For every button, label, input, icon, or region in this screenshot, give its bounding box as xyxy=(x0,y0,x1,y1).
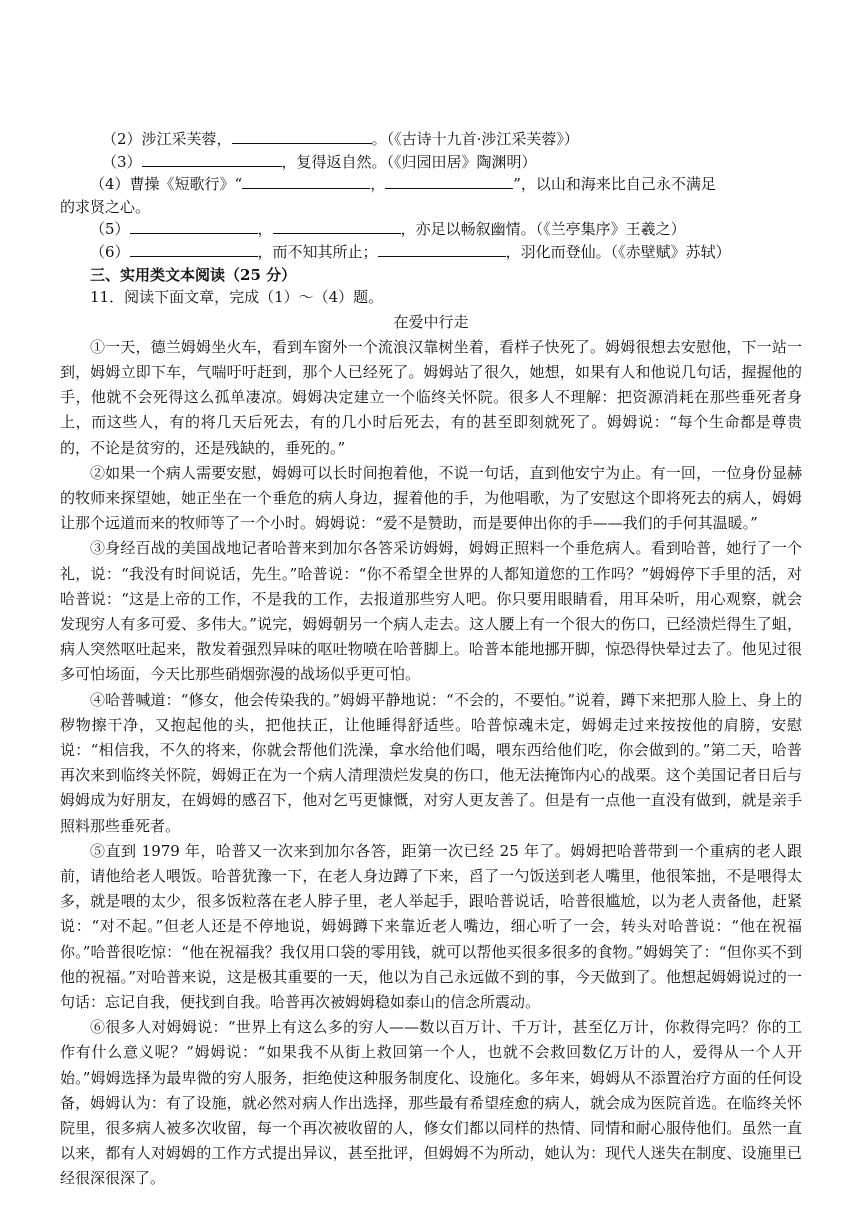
article-title: 在爱中行走 xyxy=(393,312,469,331)
poem-line-3 xyxy=(60,151,802,174)
poem-source: ，羽化而登仙。（《赤壁赋》苏轼） xyxy=(505,242,731,261)
paragraph-1: ①一天，德兰姆姆坐火车，看到车窗外一个流浪汉靠树坐着，看样子快死了。姆姆很想去安慰他，下一站一到，姆姆立即下车，气喘吁吁赶到，那个人已经死了。姆姆站了很久，她想，如果有人和他说几句话，握握他的手，他就不会死得这么孤单凄凉。姆姆决定建立一个临终关怀院。很多人不理解：把资源消耗在那些垂死者身上，而这些人，有的将几天后死去，有的几小时后死去，有的甚至即刻就死了。姆姆说：“每个生命都是尊贵的，不论是贫穷的，还是残缺的，垂死的。” xyxy=(60,337,802,457)
poem-text: 涉江采芙蓉， xyxy=(141,130,232,148)
answer-blank[interactable] xyxy=(378,242,506,257)
answer-blank[interactable] xyxy=(232,129,372,144)
answer-blank[interactable] xyxy=(273,219,401,234)
answer-blank[interactable] xyxy=(130,242,258,257)
section-heading: 三、实用类文本阅读（25 分） xyxy=(90,265,297,284)
poem-line-5 xyxy=(60,218,802,241)
poem-line-4-cont xyxy=(60,196,802,219)
poem-source: ，复得返自然。（《归园田居》陶渊明） xyxy=(281,152,537,171)
question-prompt: 11．阅读下面文章，完成（1）～（4）题。 xyxy=(90,288,384,307)
poem-text: ， xyxy=(370,175,386,194)
item-number: （4） xyxy=(90,175,130,194)
poem-line-4 xyxy=(60,173,802,196)
paragraph-3: ③身经百战的美国战地记者哈普来到加尔各答采访姆姆，姆姆正照料一个垂危病人。看到哈普，她行了一个礼，说：“我没有时间说话，先生。”哈普说：“你不希望全世界的人都知道您的工作吗？”姆姆停下手里的活，对哈普说：“这是上帝的工作，不是我的工作，去报道那些穷人吧。你只要用眼睛看，用耳朵听，用心观察，就会发现穷人有多可爱、多伟大。”说完，姆姆朝另一个病人走去。这人腰上有一个很大的伤口，已经溃烂得生了蛆，病人突然呕吐起来，散发着强烈异味的呕吐物喷在哈普脚上。哈普本能地挪开脚，惊恐得快晕过去了。他见过很多可怕场面，今天比那些硝烟弥漫的战场似乎更可怕。 xyxy=(60,539,802,684)
paragraph-6: ⑥很多人对姆姆说：“世界上有这么多的穷人——数以百万计、千万计，甚至亿万计，你救得完吗？你的工作有什么意义呢？”姆姆说：“如果我不从街上救回第一个人，也就不会救回数亿万计的人，爱得从一个人开始。”姆姆选择为最卑微的穷人服务，拒绝使这种服务制度化、设施化。多年来，姆姆从不添置治疗方面的任何设备，姆姆认为：有了设施，就必然对病人作出选择，那些最有希望痊愈的病人，就会成为医院首选。在临终关怀院里，很多病人被多次收留，每一个再次被收留的人，修女们都以同样的热情、同情和耐心服侍他们。虽然一直以来，都有人对姆姆的工作方式提出异议，甚至批评，但姆姆不为所动，她认为：现代人迷失在制度、设施里已经很深很深了。 xyxy=(60,1018,802,1188)
paragraph-5: ⑤直到 1979 年，哈普又一次来到加尔各答，距第一次已经 25 年了。姆姆把哈普带到一个重病的老人跟前，请他给老人喂饭。哈普犹豫一下，在老人身边蹲了下来，舀了一勺饭送到老人嘴里，他很笨拙，不是喂得太多，就是喂的太少，很多饭粒落在老人脖子里，老人举起手，跟哈普说话，哈普很尴尬，以为老人责备他，赶紧说：“对不起。”但老人还是不停地说，姆姆蹲下来靠近老人嘴边，细心听了一会，转头对哈普说：“他在祝福你。”哈普很吃惊：“他在祝福我？我仅用口袋的零用钱，就可以帮他买很多很多的食物。”姆姆笑了：“但你买不到他的祝福。”对哈普来说，这是极其重要的一天，他以为自己永远做不到的事，今天做到了。他想起姆姆说过的一句话：忘记自我，便找到自我。哈普再次被姆姆稳如泰山的信念所震动。 xyxy=(60,841,802,1012)
item-number: （2） xyxy=(102,130,142,148)
poem-text: ， xyxy=(257,220,273,239)
paragraph-4: ④哈普喊道：“修女，他会传染我的。”姆姆平静地说：“不会的，不要怕。”说着，蹲下来把那人脸上、身上的秽物擦干净，又抱起他的头，把他扶正，让他睡得舒适些。哈普惊魂未定，姆姆走过来按按他的肩膀，安慰说：“相信我，不久的将来，你就会帮他们洗澡，拿水给他们喝，喂东西给他们吃，你会做到的。”第二天，哈普再次来到临终关怀院，姆姆正在为一个病人清理溃烂发臭的伤口，他无法掩饰内心的战栗。这个美国记者日后与姆姆成为好朋友，在姆姆的感召下，他对乞丐更慷慨，对穷人更友善了。但是有一点他一直没有做到，就是亲手照料那些垂死者。 xyxy=(60,690,802,835)
exam-page xyxy=(60,128,802,1192)
poem-text: ，而不知其所止； xyxy=(257,242,378,261)
answer-blank[interactable] xyxy=(130,219,258,234)
poem-text: ”，以山和海来比自己永不满足 xyxy=(513,175,716,194)
item-number: （5） xyxy=(90,220,130,239)
poem-source: ，亦足以畅叙幽情。（《兰亭集序》王羲之） xyxy=(400,220,686,239)
paragraph-2: ②如果一个病人需要安慰，姆姆可以长时间抱着他，不说一句话，直到他安宁为止。有一回，一位身份显赫的牧师来探望她，她正坐在一个垂危的病人身边，握着他的手，为他唱歌，为了安慰这个即将死去的病人，姆姆让那个远道而来的牧师等了一个小时。姆姆说：“爱不是赞助，而是要伸出你的手——我们的手何其温暖。” xyxy=(60,463,802,533)
poem-text: 的求贤之心。 xyxy=(60,197,151,216)
answer-blank[interactable] xyxy=(142,152,282,167)
poem-line-6 xyxy=(60,241,802,264)
item-number: （3） xyxy=(102,152,142,171)
answer-blank[interactable] xyxy=(242,174,370,189)
poem-line-2 xyxy=(60,128,802,151)
answer-blank[interactable] xyxy=(385,174,513,189)
item-number: （6） xyxy=(90,242,130,261)
poem-text: 曹操《短歌行》“ xyxy=(129,175,243,194)
poem-source: 。（《古诗十九首·涉江采芙蓉》） xyxy=(371,130,579,148)
